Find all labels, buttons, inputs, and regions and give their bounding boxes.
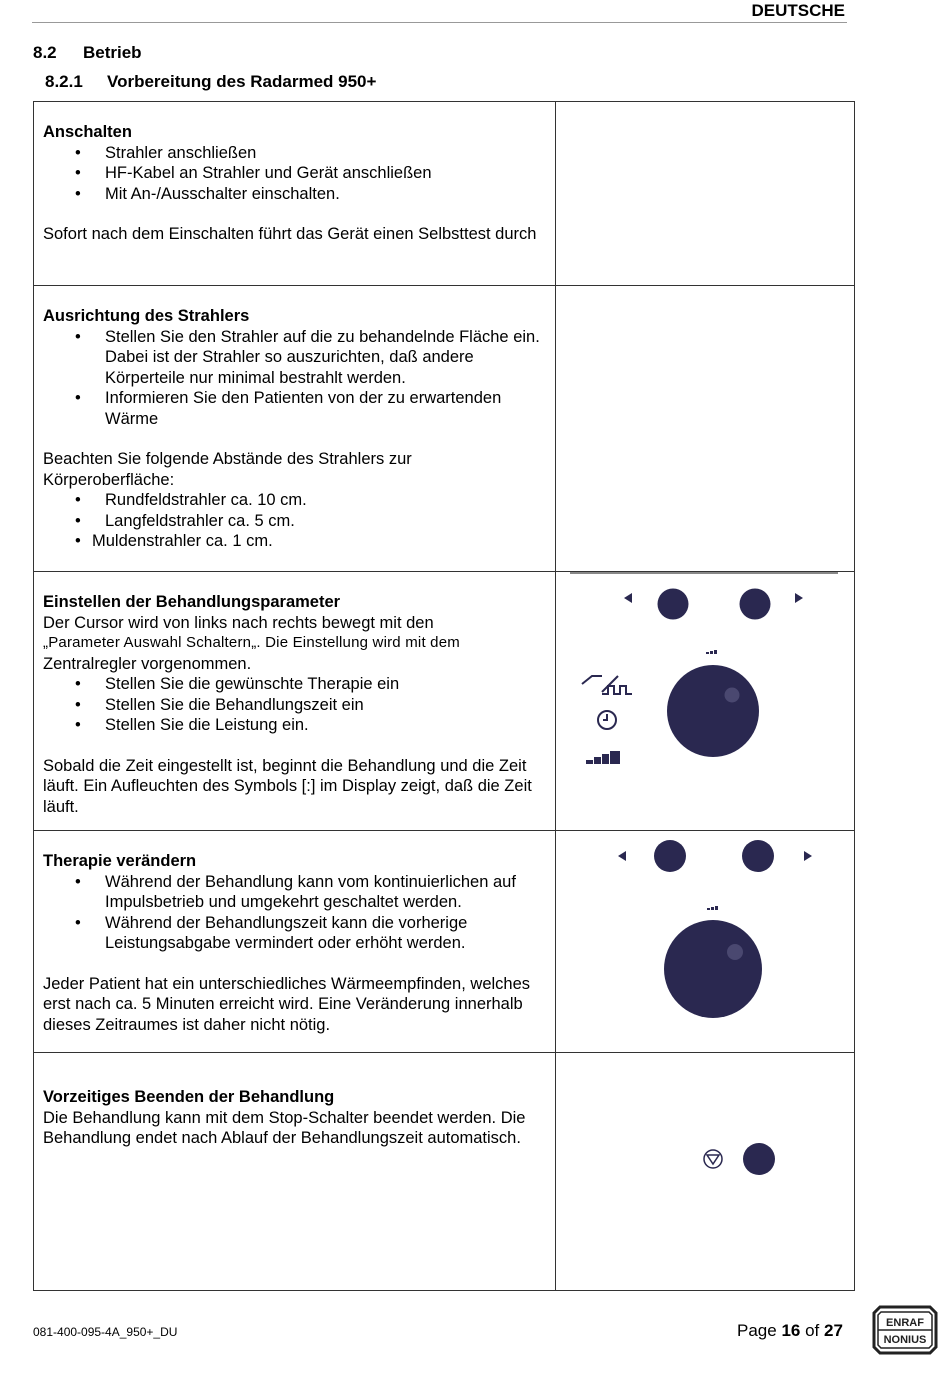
selector-button-right bbox=[739, 589, 770, 620]
svg-text:NONIUS: NONIUS bbox=[883, 1334, 927, 1346]
text-cell bbox=[34, 286, 556, 572]
text-cell bbox=[34, 102, 556, 286]
page-of: of bbox=[805, 1321, 820, 1340]
page-number bbox=[737, 1321, 843, 1341]
list-item: • Stellen Sie die Leistung ein. bbox=[43, 715, 547, 736]
table-row-einstellen bbox=[34, 572, 855, 831]
left-arrow-icon bbox=[618, 851, 626, 861]
list-item: • Muldenstrahler ca. 1 cm. bbox=[43, 531, 547, 552]
list-item: • Mit An-/Ausschalter einschalten. bbox=[43, 184, 547, 205]
document-id: 081-400-095-4A_950+_DU bbox=[33, 1325, 178, 1339]
subsection-title: Vorbereitung des Radarmed 950+ bbox=[107, 72, 377, 91]
selector-button-left bbox=[657, 589, 688, 620]
bullet-list bbox=[43, 327, 547, 430]
row-title: Einstellen der Behandlungsparameter bbox=[43, 593, 341, 611]
page-prefix: Page bbox=[737, 1321, 777, 1340]
stop-control-svg bbox=[556, 1053, 863, 1291]
paragraph: Beachten Sie folgende Abstände des Strahlers zur Körperoberfläche: bbox=[43, 450, 412, 489]
level-indicator-icon bbox=[707, 906, 718, 910]
text-line: „Parameter Auswahl Schaltern„. Die Einstellung wird mit dem bbox=[43, 634, 460, 651]
list-item: • Rundfeldstrahler ca. 10 cm. bbox=[43, 490, 547, 511]
left-arrow-icon bbox=[624, 593, 632, 603]
subsection-number: 8.2.1 bbox=[45, 72, 83, 91]
header-language: DEUTSCHE bbox=[751, 1, 845, 20]
control-panel-svg bbox=[556, 831, 863, 1053]
row-title: Therapie verändern bbox=[43, 852, 197, 870]
enraf-nonius-logo bbox=[872, 1305, 938, 1355]
list-item: • Während der Behandlung kann vom kontinuierlichen auf Impulsbetrieb und umgekehrt geschaltet werden. bbox=[43, 872, 547, 913]
right-arrow-icon bbox=[804, 851, 812, 861]
selector-button-right bbox=[742, 840, 774, 872]
selector-button-left bbox=[654, 840, 686, 872]
page-current: 16 bbox=[781, 1321, 801, 1340]
text-cell bbox=[34, 572, 556, 831]
page-total: 27 bbox=[824, 1321, 843, 1340]
paragraph: Sobald die Zeit eingestellt ist, beginnt die Behandlung und die Zeit läuft. Ein Aufleuchten des Symbols [:] im Display zeigt, daß die Zeit läuft. bbox=[43, 756, 532, 816]
row-title: Vorzeitiges Beenden der Behandlung bbox=[43, 1088, 335, 1106]
stop-control-illustration bbox=[555, 1053, 854, 1291]
stop-icon bbox=[704, 1150, 722, 1168]
list-item: • Stellen Sie die gewünschte Therapie ein bbox=[43, 674, 547, 695]
list-item: • Stellen Sie den Strahler auf die zu behandelnde Fläche ein. Dabei ist der Strahler so auszurichten, daß andere Körperteile nur minimal bestrahlt werden. bbox=[43, 327, 547, 389]
paragraph: Sofort nach dem Einschalten führt das Gerät einen Selbsttest durch bbox=[43, 225, 537, 243]
list-item: • HF-Kabel an Strahler und Gerät anschließen bbox=[43, 163, 547, 184]
control-panel-illustration bbox=[555, 572, 854, 831]
table-row-anschalten bbox=[34, 102, 855, 286]
list-item: • Stellen Sie die Behandlungszeit ein bbox=[43, 695, 547, 716]
list-item: • Während der Behandlungszeit kann die vorherige Leistungsabgabe vermindert oder erhöht werden. bbox=[43, 913, 547, 954]
list-item: • Informieren Sie den Patienten von der zu erwartenden Wärme bbox=[43, 388, 547, 429]
knob-indicator bbox=[724, 688, 739, 703]
bullet-list bbox=[43, 872, 547, 954]
paragraph: Jeder Patient hat ein unterschiedliches Wärmeempfinden, welches erst nach ca. 5 Minuten erreicht wird. Eine Veränderung innerhalb dieses Zeitraumes ist daher nicht nötig. bbox=[43, 974, 531, 1034]
text-cell bbox=[34, 1053, 556, 1291]
knob-indicator bbox=[727, 944, 743, 960]
clock-icon bbox=[598, 711, 616, 729]
panel-top-line bbox=[570, 572, 838, 574]
row-title: Ausrichtung des Strahlers bbox=[43, 307, 250, 325]
instruction-table bbox=[33, 101, 855, 1291]
section-number: 8.2 bbox=[33, 43, 57, 62]
central-knob bbox=[667, 665, 759, 757]
stop-button bbox=[743, 1143, 775, 1175]
bullet-list-distances bbox=[43, 490, 547, 552]
control-panel-svg bbox=[556, 572, 863, 831]
svg-text:ENRAF: ENRAF bbox=[886, 1317, 924, 1329]
text-line: Der Cursor wird von links nach rechts bewegt mit den bbox=[43, 613, 434, 632]
control-panel-illustration bbox=[555, 831, 854, 1053]
header-rule bbox=[32, 22, 847, 23]
central-knob bbox=[664, 920, 762, 1018]
image-cell bbox=[555, 286, 854, 572]
list-item: • Langfeldstrahler ca. 5 cm. bbox=[43, 511, 547, 532]
bullet-list bbox=[43, 674, 547, 736]
table-row-beenden bbox=[34, 1053, 855, 1291]
text-line: Zentralregler vorgenommen. bbox=[43, 654, 252, 673]
row-title: Anschalten bbox=[43, 123, 132, 141]
text-cell bbox=[34, 831, 556, 1053]
power-level-icon bbox=[586, 751, 620, 764]
section-title: Betrieb bbox=[83, 43, 142, 62]
paragraph: Die Behandlung kann mit dem Stop-Schalter beendet werden. Die Behandlung endet nach Ablauf der Behandlungszeit automatisch. bbox=[43, 1108, 526, 1147]
image-cell bbox=[555, 102, 854, 286]
bullet-list bbox=[43, 143, 547, 205]
list-item: • Strahler anschließen bbox=[43, 143, 547, 164]
level-indicator-icon bbox=[706, 650, 717, 654]
therapy-mode-icon bbox=[582, 676, 632, 694]
right-arrow-icon bbox=[795, 593, 803, 603]
table-row-ausrichtung bbox=[34, 286, 855, 572]
table-row-therapie bbox=[34, 831, 855, 1053]
